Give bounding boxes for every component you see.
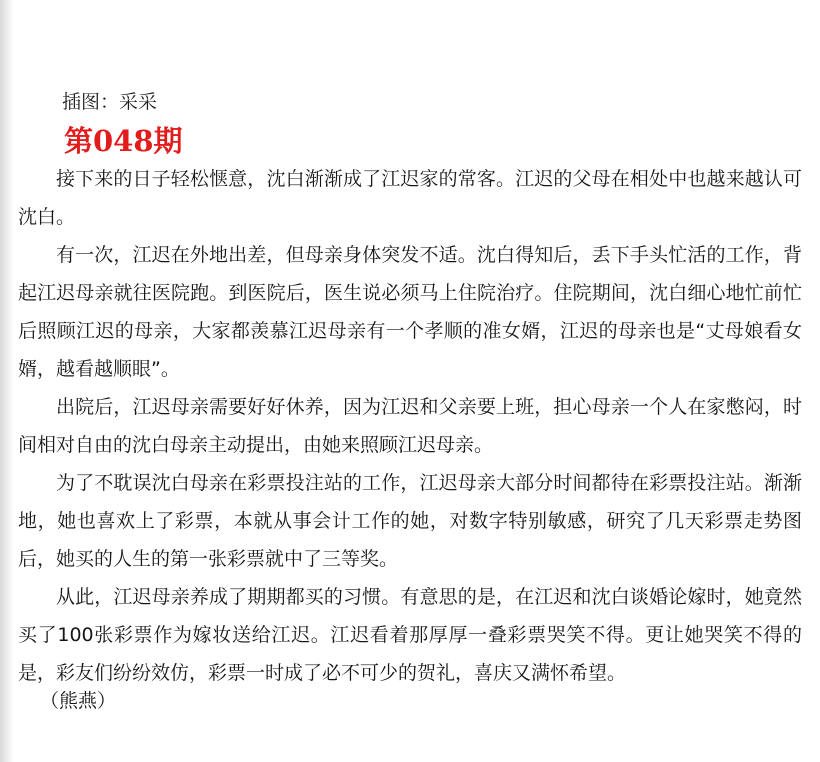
paragraph-5: 从此，江迟母亲养成了期期都买的习惯。有意思的是，在江迟和沈白谈婚论嫁时，她竟然买了100张彩票作为嫁妆送给江迟。江迟看着那厚厚一叠彩票哭笑不得。更让她哭笑不得的是，彩友们纷纷效仿，彩票一时成了必不可少的贺礼，喜庆又满怀希望。 — [18, 586, 802, 684]
page-edge-shadow — [0, 0, 14, 762]
paragraph-3: 出院后，江迟母亲需要好好休养，因为江迟和父亲要上班，担心母亲一个人在家憋闷，时间相对自由的沈白母亲主动提出，由她来照顾江迟母亲。 — [18, 396, 802, 456]
article-body — [18, 160, 802, 692]
paragraph-1: 接下来的日子轻松惬意，沈白渐渐成了江迟家的常客。江迟的父母在相处中也越来越认可沈白。 — [18, 168, 802, 228]
paragraph-4: 为了不耽误沈白母亲在彩票投注站的工作，江迟母亲大部分时间都待在彩票投注站。渐渐地，她也喜欢上了彩票，本就从事会计工作的她，对数字特别敏感，研究了几天彩票走势图后，她买的人生的第一张彩票就中了三等奖。 — [18, 472, 802, 570]
author-byline: （熊燕） — [40, 690, 117, 712]
issue-number: 第048期 — [64, 124, 183, 158]
illustration-credit: 插图：采采 — [62, 91, 158, 113]
paragraph-2: 有一次，江迟在外地出差，但母亲身体突发不适。沈白得知后，丢下手头忙活的工作，背起江迟母亲就往医院跑。到医院后，医生说必须马上住院治疗。住院期间，沈白细心地忙前忙后照顾江迟的母亲，大家都羡慕江迟母亲有一个孝顺的准女婿，江迟的母亲也是“丈母娘看女婿，越看越顺眼”。 — [18, 244, 802, 380]
